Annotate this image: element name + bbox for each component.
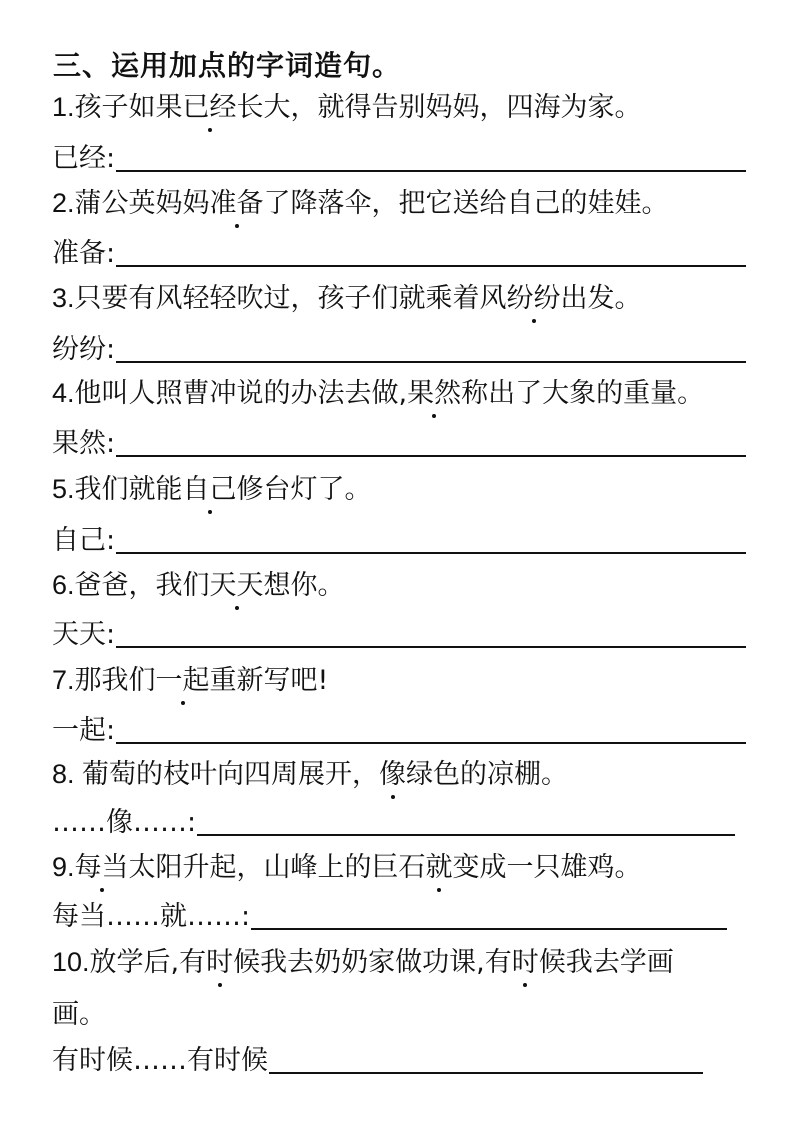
dotted-word: 有时候 xyxy=(485,940,566,979)
answer-label: 一起: xyxy=(52,715,116,746)
question-number: 5. xyxy=(52,474,75,504)
sentence-text: 长大，就得告别妈妈，四海为家。 xyxy=(236,92,642,123)
dotted-word: 一起 xyxy=(156,658,210,697)
answer-row-4 xyxy=(52,421,746,460)
question-number: 2. xyxy=(52,188,75,218)
answer-row-7 xyxy=(52,708,746,747)
answer-label: 每当……就……: xyxy=(52,901,251,932)
answer-blank-line[interactable] xyxy=(116,551,746,554)
question-number: 9. xyxy=(52,852,75,882)
answer-blank-line[interactable] xyxy=(197,833,735,836)
question-sentence-6 xyxy=(52,563,345,602)
sentence-text: 了降落伞，把它送给自己的娃娃。 xyxy=(263,188,669,219)
dotted-word: 就 xyxy=(426,845,453,884)
dotted-word: 自己 xyxy=(183,467,237,506)
sentence-text: 重新写吧! xyxy=(209,665,329,696)
answer-label: 天天: xyxy=(52,619,116,650)
sentence-text: 孩子如果 xyxy=(74,92,183,123)
question-sentence-5 xyxy=(52,467,372,506)
question-sentence-1 xyxy=(52,85,642,124)
question-number: 10. xyxy=(52,947,90,977)
dotted-word: 准备 xyxy=(210,181,264,220)
answer-blank-line[interactable] xyxy=(251,927,727,930)
answer-row-9 xyxy=(52,894,727,933)
answer-blank-line[interactable] xyxy=(116,169,746,172)
answer-row-10 xyxy=(52,1038,703,1077)
answer-row-1 xyxy=(52,136,746,175)
answer-label: 已经: xyxy=(52,143,116,174)
question-sentence-9 xyxy=(52,845,642,884)
question-number: 8. xyxy=(52,759,83,789)
answer-row-3 xyxy=(52,327,746,366)
sentence-text: 修台灯了。 xyxy=(236,474,372,505)
answer-row-8 xyxy=(52,800,735,839)
question-number: 1. xyxy=(52,92,75,122)
question-sentence-8 xyxy=(52,752,568,791)
answer-row-6 xyxy=(52,612,746,651)
answer-blank-line[interactable] xyxy=(116,264,746,267)
dotted-word: 果然 xyxy=(407,371,461,410)
answer-blank-line[interactable] xyxy=(116,645,746,648)
dotted-word: 纷纷 xyxy=(507,276,561,315)
question-sentence-3 xyxy=(52,276,642,315)
sentence-text: 葡萄的枝叶向四周展开， xyxy=(82,759,380,790)
sentence-text: 爸爸，我们 xyxy=(74,570,210,601)
answer-label: 准备: xyxy=(52,238,116,269)
answer-label: 有时候……有时候 xyxy=(52,1045,268,1076)
question-sentence-10 xyxy=(52,940,674,979)
question-sentence-7 xyxy=(52,658,328,697)
answer-blank-line[interactable] xyxy=(116,741,746,744)
sentence-text: 太阳升起，山峰上的巨石 xyxy=(128,852,426,883)
answer-label: ……像……: xyxy=(52,807,197,838)
sentence-text: 变成一只雄鸡。 xyxy=(452,852,642,883)
question-number: 4. xyxy=(52,378,75,408)
question-number: 7. xyxy=(52,665,75,695)
question-sentence-4 xyxy=(52,371,704,410)
dotted-word: 每当 xyxy=(75,845,129,884)
answer-label: 果然: xyxy=(52,428,116,459)
answer-row-2 xyxy=(52,231,746,270)
question-number: 6. xyxy=(52,570,75,600)
dotted-word: 已经 xyxy=(183,85,237,124)
question-sentence-2 xyxy=(52,181,669,220)
sentence-text: 蒲公英妈妈 xyxy=(74,188,210,219)
answer-label: 自己: xyxy=(52,525,116,556)
sentence-text: 称出了大象的重量。 xyxy=(461,378,705,409)
answer-label: 纷纷: xyxy=(52,334,116,365)
sentence-text: 我去奶奶家做功课, xyxy=(260,947,485,978)
sentence-text: 放学后, xyxy=(89,947,180,978)
sentence-text: 他叫人照曹冲说的办法去做, xyxy=(74,378,408,409)
sentence-text: 绿色的凉棚。 xyxy=(406,759,569,790)
sentence-text: 我们就能 xyxy=(74,474,183,505)
sentence-text: 那我们 xyxy=(74,665,156,696)
dotted-word: 天天 xyxy=(210,563,264,602)
question-number: 3. xyxy=(52,283,75,313)
dotted-word: 有时候 xyxy=(179,940,260,979)
sentence-text: 只要有风轻轻吹过，孩子们就乘着风 xyxy=(74,283,507,314)
section-title: 三、运用加点的字词造句。 xyxy=(53,49,402,82)
answer-blank-line[interactable] xyxy=(116,360,746,363)
answer-row-5 xyxy=(52,518,746,557)
dotted-word: 像 xyxy=(379,752,406,791)
sentence-text: 想你。 xyxy=(263,570,345,601)
answer-blank-line[interactable] xyxy=(269,1071,703,1074)
sentence-text: 出发。 xyxy=(560,283,642,314)
question-sentence-10-continued: 画。 xyxy=(52,999,106,1030)
answer-blank-line[interactable] xyxy=(116,454,746,457)
sentence-text: 我去学画 xyxy=(565,947,674,978)
